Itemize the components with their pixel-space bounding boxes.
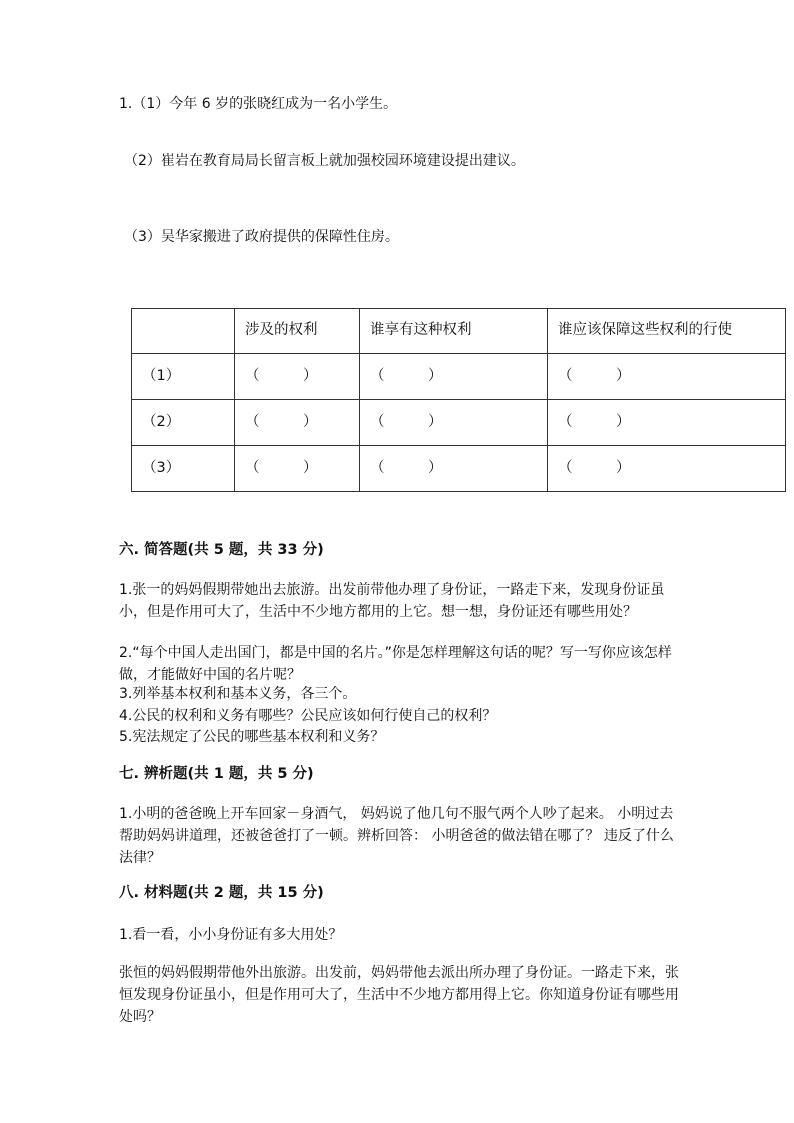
answer-blank[interactable]: （ ） (360, 446, 548, 492)
answer-blank[interactable]: （ ） (548, 400, 786, 446)
section-6-question-1: 1.张一的妈妈假期带她出去旅游。出发前带他办理了身份证，一路走下来，发现身份证虽小，但是作用可大了，生活中不少地方都用的上它。想一想，身份证还有哪些用处？ (119, 582, 665, 620)
answer-blank[interactable]: （ ） (235, 446, 360, 492)
table-row (132, 400, 786, 446)
answer-blank[interactable]: （ ） (235, 400, 360, 446)
answer-blank[interactable]: （ ） (360, 354, 548, 400)
answer-blank[interactable]: （ ） (548, 354, 786, 400)
table-header-row (132, 309, 786, 354)
rights-table (131, 308, 786, 492)
row-label: （2） (132, 400, 235, 446)
table-header-cell (132, 309, 235, 354)
table-row (132, 354, 786, 400)
row-label: （1） (132, 354, 235, 400)
item-2: （2）崔岩在教育局局长留言板上就加强校园环境建设提出建议。 (124, 153, 525, 169)
item-3: （3）吴华家搬进了政府提供的保障性住房。 (124, 229, 399, 245)
section-8-material: 张恒的妈妈假期带他外出旅游。出发前，妈妈带他去派出所办理了身份证。一路走下来，张恒发现身份证虽小，但是作用可大了，生活中不少地方都用得上它。你知道身份证有哪些用处吗？ (119, 965, 679, 1025)
answer-blank[interactable]: （ ） (360, 400, 548, 446)
section-8-heading: 八. 材料题(共 2 题，共 15 分) (119, 885, 324, 901)
section-7-heading: 七. 辨析题(共 1 题，共 5 分) (119, 766, 314, 782)
section-6-question-2: 2.“每个中国人走出国门，都是中国的名片。”你是怎样理解这句话的呢？写一写你应该怎样做，才能做好中国的名片呢？ (119, 645, 672, 683)
item-1: 1.（1）今年 6 岁的张晓红成为一名小学生。 (119, 96, 398, 112)
table-header-cell: 谁应该保障这些权利的行使 (548, 309, 786, 354)
section-6-heading: 六. 简答题(共 5 题，共 33 分) (119, 542, 324, 558)
table-header-cell: 涉及的权利 (235, 309, 360, 354)
section-6-question-5: 5.宪法规定了公民的哪些基本权利和义务？ (119, 729, 385, 745)
section-8-question-1: 1.看一看，小小身份证有多大用处？ (119, 927, 343, 943)
section-6-question-4: 4.公民的权利和义务有哪些？公民应该如何行使自己的权利？ (119, 708, 497, 724)
section-6-question-3: 3.列举基本权利和基本义务，各三个。 (119, 686, 357, 702)
table-header-cell: 谁享有这种权利 (360, 309, 548, 354)
section-7-question-1: 1.小明的爸爸晚上开车回家－身酒气， 妈妈说了他几句不服气两个人吵了起来。 小明过去帮助妈妈讲道理，还被爸爸打了一顿。辨析回答： 小明爸爸的做法错在哪了？ 违反了什么法律？ (119, 806, 674, 866)
row-label: （3） (132, 446, 235, 492)
table-row (132, 446, 786, 492)
answer-blank[interactable]: （ ） (548, 446, 786, 492)
answer-blank[interactable]: （ ） (235, 354, 360, 400)
